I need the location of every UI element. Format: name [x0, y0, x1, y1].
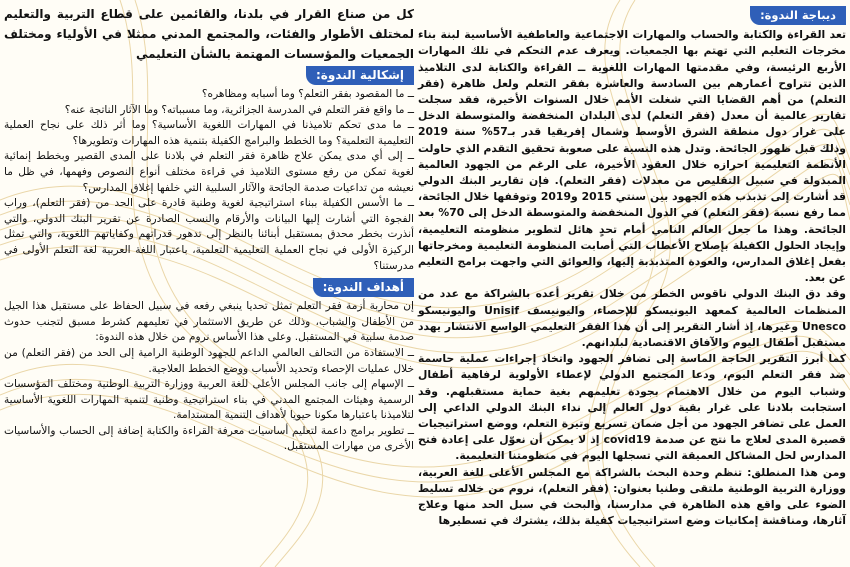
preamble-paragraph-1: تعد القراءة والكتابة والحساب والمهارات الاجتماعية والعاطفية الأساسية لبنة بناء مخرجات التعليم التي تهتم بها الجمعيات. ويعرف عدم التحكم في تلك المهارات الأربع الرئيسة، وفي مقدمتها المهارات اللغوية ــ القراءة والكتابة لدى التلاميذ الذين تتراوح أعمارهم بين السادسة والعاشرة بفقر التعلم ولعل ظاهرة (فقر التعلم) من أهم القضايا التي شغلت الأمم خلال السنوات الأخيرة، فقد سجلت تقارير عالمية أن معدل (فقر التعلم) لدى البلدان المنخفضة والمتوسطة الدخل على غرار دول منطقة الشرق الأوسط وشمال إفريقيا قدر بـ57% سنة 2019 وذلك قبل ظهور الجائحة. وتدل هذه النسبة على صعوبة تحقيق التقدم الذي حاولت الأنظمة التعليمية احرازه خلال العقود الأخيرة، على الرغم من الجهود العالمية المبذولة في سبيل التقليص من معدلات (فقر التعلم). فإن تقارير البنك الدولي قد أشارت إلى تذبذب هذه الجهود بين سنتي 2015 و2019 وتوقفها خلال الجائحة، مما رفع نسبة (فقر التعلم) في الدول المنخفضة والمتوسطة الدخل إلى 70% بعد الجائحة. وهذا ما جعل العالم النامي أمام تحدٍ هائل لتطوير منظومته التعليمية، وإيجاد الحلول الكفيلة بإصلاح الأعطاب التي أصابت المنظومة التعليمية ومخرجاتها بفعل إغلاق المدارس، والعودة المتذبذبة إليها، والعوائق التي واجهت برامج التعليم عن بعد.	[418, 28, 846, 285]
preamble-header: ديباجة الندوة:	[750, 6, 846, 25]
question-item: ــ ما المقصود بفقر التعلم؟ وما أسبابه ومظاهره؟	[4, 87, 414, 103]
goal-item: ــ الاستفادة من التحالف العالمي الداعم للجهود الوطنية الرامية إلى الحد من (فقر التعلم) من خلال عمليات الإحصاء وتحديد الأسباب ووضع الخطط العلاجية.	[4, 346, 414, 377]
question-item: ــ إلى أي مدى يمكن علاج ظاهرة فقر التعلم في بلادنا على المدى القصير وبخطط إنمائية لغوية تمكن من رفع مستوى التلاميذ في قراءة مختلف أنواع النصوص وفهمها، في ظل ما نعيشه من تداعيات صدمة الجائحة والآثار السلبية التي خلفها إغلاق المدارس؟	[4, 149, 414, 196]
right-column	[418, 4, 846, 564]
left-column	[4, 4, 414, 564]
question-item: ــ ما مدى تحكم تلاميذنا في المهارات اللغوية الأساسية؟ وما أثر ذلك على نجاح العملية التعليمية التعلمية؟ وما الخطط والبرامج الكفيلة بتنمية هذه المهارات وتطويرها؟	[4, 118, 414, 149]
stakeholders-paragraph: كل من صناع القرار في بلدنا، والقائمين على قطاع التربية والتعليم لمختلف الأطوار والفئات، والمجتمع المدني ممثلا في الأولياء ومختلف الجمعيات والمؤسسات المهتمة بالشأن التعليمي	[4, 7, 414, 61]
preamble-paragraph-3: كما أبرز التقرير الحاجة الماسة إلى تضافر الجهود واتخاذ إجراءات عملية حاسمة ضد فقر التعلم اليوم، ودعا المجتمع الدولي لإعطاء الأولوية لرفاهية أطفال وشباب اليوم من خلال الاهتمام بجودة تعليمهم بغية حماية مستقبلهم. وقد استجابت بلادنا على غرار بقية دول العالم إلى نداء البنك الدولي الداعي إلى العمل على تضافر الجهود من أجل ضمان تسريع وتيرة التعلم، ووضع استراتيجيات قصيرة المدى لعلاج ما نتج عن صدمة covid19 إذ لا يمكن أن نعوّل على إعادة فتح المدارس لحل المشاكل العميقة التي تسجلها اليوم في منظومتنا التعليمية.	[418, 352, 846, 463]
goal-item: ــ تطوير برامج داعمة لتعليم أساسيات معرفة القراءة والكتابة إضافة إلى الحساب والأساسيات الأخرى من مهارات المستقبل.	[4, 424, 414, 455]
goal-item: ــ الإسهام إلى جانب المجلس الأعلى للغة العربية ووزارة التربية الوطنية ومختلف المؤسسات الرسمية وهيئات المجتمع المدني في بناء استراتيجية وطنية لتنمية المهارات اللغوية الأساسية لتلاميذنا باعتبارها مكونا حيويا لأهداف التنمية المستدامة.	[4, 377, 414, 424]
question-item: ــ ما الأسس الكفيلة ببناء استراتيجية لغوية وطنية قادرة على الحد من (فقر التعلم)، وراب الفجوة التي أشارت إليها البيانات والأرقام والنسب الصادرة عن تقرير البنك الدولي، والتي أنذرت بخطر محدق بمستقبل أبنائنا بالنظر إلى تدهور قدراتهم وكفاياتهم اللغوية، والتي تمثل الركيزة الأولى في نجاح العملية التعليمية التعلمية، باعتبار اللغة العربية لغة التعلم الأولى في مدرستنا؟	[4, 196, 414, 274]
preamble-paragraph-4: ومن هذا المنطلق: تنظم وحدة البحث بالشراكة مع المجلس الأعلى للغة العربية، ووزارة التربية الوطنية ملتقى وطنيا بعنوان: (فقر التعلم)، نروم من خلاله تسليط الضوء على واقع هذه الظاهرة في مدارسنا، والبحث في سبل الحد منها وعلاج آثارها، ومناقشة إمكانيات وضع استراتيجيات كفيلة بذلك، يشترك في تسطيرها	[418, 465, 846, 528]
problem-header: إشكالية الندوة:	[306, 66, 414, 85]
preamble-paragraph-2: وقد دق البنك الدولي ناقوس الخطر من خلال تقرير أعده بالشراكة مع عدد من المنظمات العالمية كمعهد اليونيسكو للإحصاء، واليونيسف Unisif واليونيسكو Unesco وغيرها، إذ أشار التقرير إلى أن هذا الفقر التعليمي الواسع الانتشار يهدد مستقبل أطفال اليوم والآفاق الاقتصادية لبلدانهم.	[418, 287, 846, 350]
question-item: ــ ما واقع فقر التعلم في المدرسة الجزائرية، وما مسبباته؟ وما الآثار الناتجة عنه؟	[4, 103, 414, 119]
goals-intro: إن محاربة أزمة فقر التعلم تمثل تحديا ينبغي رفعه في سبيل الحفاظ على مستقبل هذا الجيل من الأطفال والشباب، وذلك عن طريق الاستثمار في تعليمهم كشرط مسبق لتجنب حدوث صدمة سلبية في المستقبل. وعلى هذا الأساس نروم من خلال هذه الندوة:	[4, 300, 414, 344]
goals-header: أهداف الندوة:	[313, 278, 414, 297]
